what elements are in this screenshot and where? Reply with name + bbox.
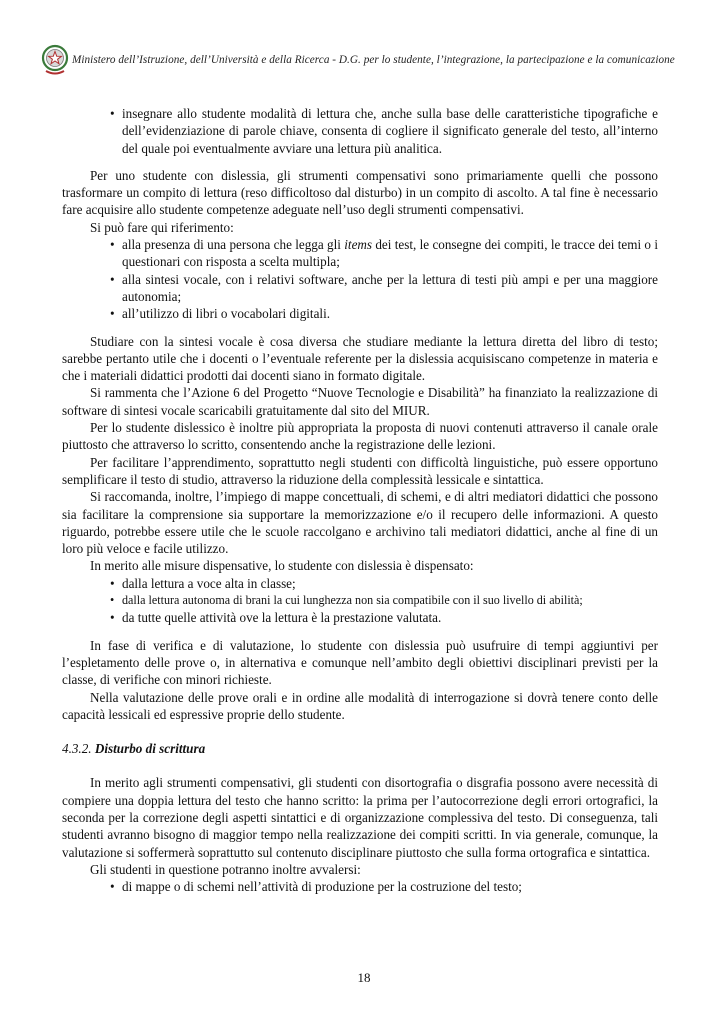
list-item: • da tutte quelle attività ove la lettura è la prestazione valutata. bbox=[110, 609, 658, 626]
page-number: 18 bbox=[357, 970, 371, 985]
paragraph: Per lo studente dislessico è inoltre più appropriata la proposta di nuovi contenuti attraverso il canale orale piuttosto che attraverso lo scritto, consentendo anche la registrazione delle lezioni. bbox=[62, 420, 658, 453]
section-number: 4.3.2. bbox=[62, 741, 92, 757]
list-item: • dalla lettura autonoma di brani la cui lunghezza non sia compatibile con il suo livello di abilità; bbox=[110, 592, 658, 609]
list-item: • insegnare allo studente modalità di lettura che, anche sulla base delle caratteristiche tipografiche e dell’evidenziazione di parole chiave, consenta di cogliere il significato generale del testo, all’interno del quale poi eventualmente avviare una lettura più analitica. bbox=[110, 105, 658, 157]
paragraph: In fase di verifica e di valutazione, lo studente con dislessia può usufruire di tempi aggiuntivi per l’espletamento delle prove o, in alternativa e comunque nell’ambito degli obiettivi disciplinari previsti per la classe, di verifiche con minori richieste. bbox=[62, 637, 658, 688]
page-body bbox=[62, 105, 658, 895]
list-item: • all’utilizzo di libri o vocabolari digitali. bbox=[110, 305, 658, 322]
italian-republic-emblem-icon bbox=[40, 42, 70, 76]
items-emphasis: items bbox=[344, 237, 373, 253]
paragraph: In merito alle misure dispensative, lo studente con dislessia è dispensato: bbox=[90, 558, 474, 574]
header-ministry-text: Ministero dell’Istruzione, dell’Università e della Ricerca - D.G. per lo studente, l’integrazione, la partecipazione e la comunicazione bbox=[72, 54, 675, 66]
list-item: • dalla lettura a voce alta in classe; bbox=[110, 575, 658, 592]
bullet-list-top bbox=[62, 105, 658, 157]
paragraph: Gli studenti in questione potranno inoltre avvalersi: bbox=[90, 861, 361, 877]
paragraph: Studiare con la sintesi vocale è cosa diversa che studiare mediante la lettura diretta del libro di testo; sarebbe pertanto utile che i docenti o l’eventuale referente per la dislessia acquisiscano competenze in materia e che i materiali didattici prodotti dai docenti siano in formato digitale. bbox=[62, 333, 658, 384]
page-header bbox=[34, 42, 694, 78]
section-title: Disturbo di scrittura bbox=[94, 741, 206, 757]
bullet-list-references bbox=[62, 236, 658, 322]
paragraph: Nella valutazione delle prove orali e in ordine alle modalità di interrogazione si dovrà tenere conto delle capacità lessicali ed espressive proprie dello studente. bbox=[62, 689, 658, 722]
bullet-list-writing bbox=[62, 878, 658, 895]
section-heading bbox=[62, 740, 658, 757]
list-item: • di mappe o di schemi nell’attività di produzione per la costruzione del testo; bbox=[110, 878, 658, 895]
paragraph: Si rammenta che l’Azione 6 del Progetto “Nuove Tecnologie e Disabilità” ha finanziato la realizzazione di software di sintesi vocale scaricabili gratuitamente dal sito del MIUR. bbox=[62, 385, 658, 418]
paragraph: Si raccomanda, inoltre, l’impiego di mappe concettuali, di schemi, e di altri mediatori didattici che possono sia facilitare la comprensione sia supportare la memorizzazione e/o il recupero delle informazioni. A questo riguardo, potrebbe essere utile che le scuole raccolgano e archivino tali mediatori didattici, anche al fine di un loro più veloce e facile utilizzo. bbox=[62, 489, 658, 557]
list-item: • alla presenza di una persona che legga gli items dei test, le consegne dei compiti, le tracce dei temi o i questionari con risposta a scelta multipla; bbox=[110, 236, 658, 271]
list-item: • alla sintesi vocale, con i relativi software, anche per la lettura di testi più ampi e per una maggiore autonomia; bbox=[110, 271, 658, 306]
paragraph: Per uno studente con dislessia, gli strumenti compensativi sono primariamente quelli che possono trasformare un compito di lettura (reso difficoltoso dal disturbo) in un compito di ascolto. A tal fine è necessario fare acquisire allo studente competenze adeguate nell’uso degli strumenti compensativi. bbox=[62, 167, 658, 218]
paragraph: Per facilitare l’apprendimento, soprattutto negli studenti con difficoltà linguistiche, può essere opportuno semplificare il testo di studio, attraverso la riduzione della complessità lessicale e sintattica. bbox=[62, 454, 658, 487]
bullet-list-dispensative bbox=[62, 575, 658, 627]
paragraph: In merito agli strumenti compensativi, gli studenti con disortografia o disgrafia possono avere necessità di compiere una doppia lettura del testo che hanno scritto: la prima per l’autocorrezione degli errori ortografici, la seconda per la correzione degli aspetti sintattici e di organizzazione complessiva del testo. Di conseguenza, tali studenti avranno bisogno di maggior tempo nella realizzazione dei compiti scritti. In via generale, comunque, la valutazione si soffermerà soprattutto sul contenuto disciplinare piuttosto che sulla forma ortografica e sintattica. bbox=[62, 775, 658, 860]
paragraph: Si può fare qui riferimento: bbox=[90, 219, 234, 235]
